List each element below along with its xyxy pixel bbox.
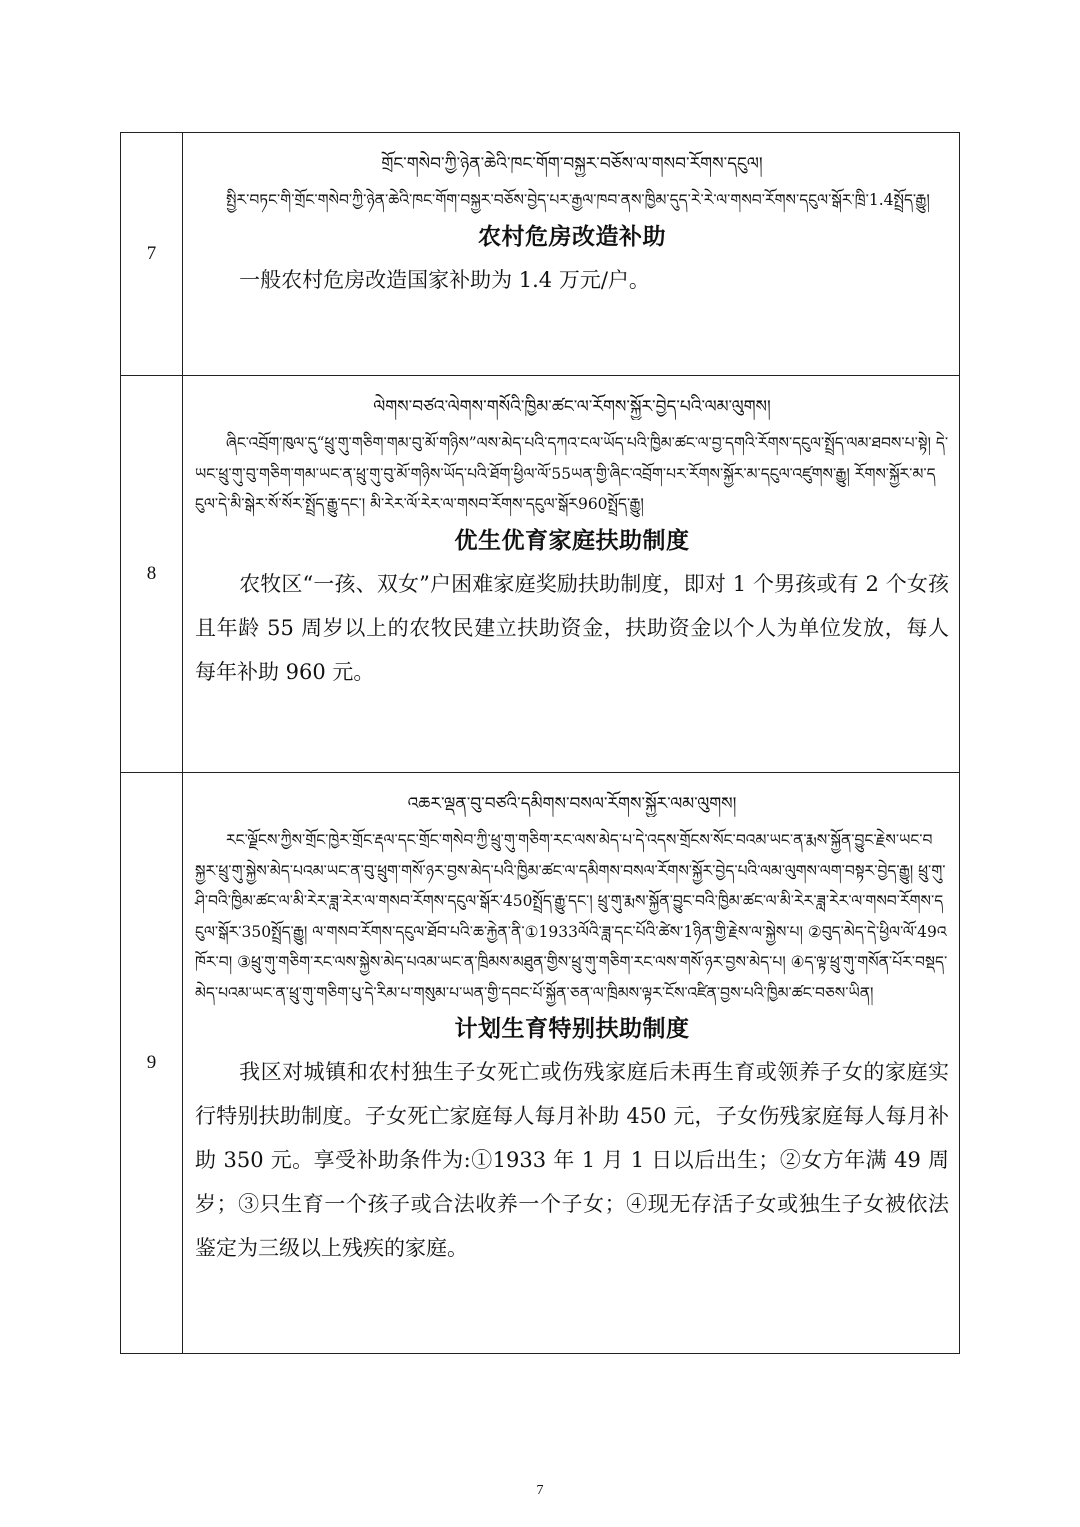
tibetan-body: ཞིང་འབྲོག་ཁུལ་དུ“ཕྲུ་གུ་གཅིག་གམ་བུ་མོ་གཉིས”ལས་མེད་པའི་དཀའ་ངལ་ཡོད་པའི་ཁྱིམ་ཚང་ལ་བྱ་དགའི་རོགས་དངུལ་སྤྲོད་ལམ་ཐབས་པ་སྟེ། དེ་ཡང་ཕྲུ་གུ་བུ་གཅིག་གམ་ཡང་ན་ཕྲུ་གུ་བུ་མོ་གཉིས་ཡོད་པའི་ཐོག་ཕྱིལ་ལོ་55ཡན་གྱི་ཞིང་འབྲོག་པར་རོགས་སྐྱོར་མ་དངུལ་འཛུགས་རྒྱུ། རོགས་སྐྱོར་མ་དངུལ་དེ་མི་སྒེར་སོ་སོར་སྤྲོད་རྒྱུ་དང་། མི་རེར་ལོ་རེར་ལ་གསབ་རོགས་དངུལ་སྒོར960སྤྲོད་རྒྱུ། xyxy=(195,434,949,513)
chinese-body: 农牧区“一孩、双女”户困难家庭奖励扶助制度，即对 1 个男孩或有 2 个女孩且年龄 55 周岁以上的农牧民建立扶助资金，扶助资金以个人为单位发放，每人每年补助 960 元。 xyxy=(195,571,949,684)
page-number: 7 xyxy=(536,1483,544,1498)
row-content xyxy=(183,133,960,376)
row-number: 8 xyxy=(121,376,183,773)
row-content xyxy=(183,376,960,773)
row-number: 9 xyxy=(121,773,183,1354)
chinese-title: 农村危房改造补助 xyxy=(478,222,666,250)
chinese-body: 一般农村危房改造国家补助为 1.4 万元/户。 xyxy=(239,267,650,292)
policy-table xyxy=(120,132,960,1354)
tibetan-body: རང་ལྗོངས་ཀྱིས་གྲོང་ཁྱེར་གྲོང་རྡལ་དང་གྲོང་གསེབ་ཀྱི་ཕྲུ་གུ་གཅིག་རང་ལས་མེད་པ་དེ་འདས་གྲོངས་སོང་བའམ་ཡང་ན་རྨས་སྐྱོན་བྱུང་རྗེས་ཡང་བསྐྱར་ཕྲུ་གུ་སྐྱེས་མེད་པའམ་ཡང་ན་བུ་ཕྲུག་གསོ་ཉར་བྱས་མེད་པའི་ཁྱིམ་ཚང་ལ་དམིགས་བསལ་རོགས་སྐྱོར་བྱེད་པའི་ལམ་ལུགས་ལག་བསྟར་བྱེད་རྒྱུ། ཕྲུ་གུ་ཤི་བའི་ཁྱིམ་ཚང་ལ་མི་རེར་ཟླ་རེར་ལ་གསབ་རོགས་དངུལ་སྒོར་450སྤྲོད་རྒྱུ་དང་། ཕྲུ་གུ་རྨས་སྐྱོན་བྱུང་བའི་ཁྱིམ་ཚང་ལ་མི་རེར་ཟླ་རེར་ལ་གསབ་རོགས་དངུལ་སྒོར་350སྤྲོད་རྒྱུ། ལ་གསབ་རོགས་དངུལ་ཐོབ་པའི་ཆ་རྐྱེན་ནི་①1933ལོའི་ཟླ་དང་པོའི་ཚེས་1ཉིན་གྱི་རྗེས་ལ་སྐྱེས་པ། ②བུད་མེད་དེ་ཕྱིལ་ལོ་49འཁོར་བ། ③ཕྲུ་གུ་གཅིག་རང་ལས་སྐྱེས་མེད་པའམ་ཡང་ན་ཁྲིམས་མཐུན་གྱིས་ཕྲུ་གུ་གཅིག་རང་ལས་གསོ་ཉར་བྱས་མེད་པ། ④ད་ལྟ་ཕྲུ་གུ་གསོན་པོར་བསྡད་མེད་པའམ་ཡང་ན་ཕྲུ་གུ་གཅིག་པུ་དེ་རིམ་པ་གསུམ་པ་ཡན་གྱི་དབང་པོ་སྐྱོན་ཅན་ལ་ཁྲིམས་ལྟར་ངོས་འཛིན་བྱས་པའི་ཁྱིམ་ཚང་བཅས་ཡིན། xyxy=(195,831,948,1002)
tibetan-title: འཆར་ལྡན་བུ་བཙའི་དམིགས་བསལ་རོགས་སྐྱོར་ལམ་ལུགས། xyxy=(407,794,737,814)
table-row xyxy=(121,376,960,773)
tibetan-title: གྲོང་གསེབ་ཀྱི་ཉེན་ཆེའི་ཁང་གོག་བསྐྱར་བཅོས་ལ་གསབ་རོགས་དངུལ། xyxy=(381,154,763,174)
chinese-title: 计划生育特别扶助制度 xyxy=(454,1015,690,1042)
table-row xyxy=(121,773,960,1354)
table-row xyxy=(121,133,960,376)
tibetan-body: སྤྱིར་བཏང་གི་གྲོང་གསེབ་ཀྱི་ཉེན་ཆེའི་ཁང་གོག་བསྐྱར་བཅོས་བྱེད་པར་རྒྱལ་ཁབ་ནས་ཁྱིམ་དུད་རེ་རེ་ལ་གསབ་རོགས་དངུལ་སྒོར་ཁྲི་1.4སྤྲོད་རྒྱུ། xyxy=(226,191,930,209)
chinese-body: 我区对城镇和农村独生子女死亡或伤残家庭后未再生育或领养子女的家庭实行特别扶助制度。子女死亡家庭每人每月补助 450 元，子女伤残家庭每人每月补助 350 元。享受补助条件为:①1933 年 1 月 1 日以后出生；②女方年满 49 周岁；③只生育一个孩子或合法收养一个子女；④现无存活子女或独生子女被依法鉴定为三级以上残疾的家庭。 xyxy=(195,1060,949,1260)
tibetan-title: ལེགས་བཙའ་ལེགས་གསོའི་ཁྱིམ་ཚང་ལ་རོགས་སྐྱོར་བྱེད་པའི་ལམ་ལུགས། xyxy=(373,397,771,417)
chinese-title: 优生优育家庭扶助制度 xyxy=(454,526,690,554)
row-number: 7 xyxy=(121,133,183,376)
row-content xyxy=(183,773,960,1354)
